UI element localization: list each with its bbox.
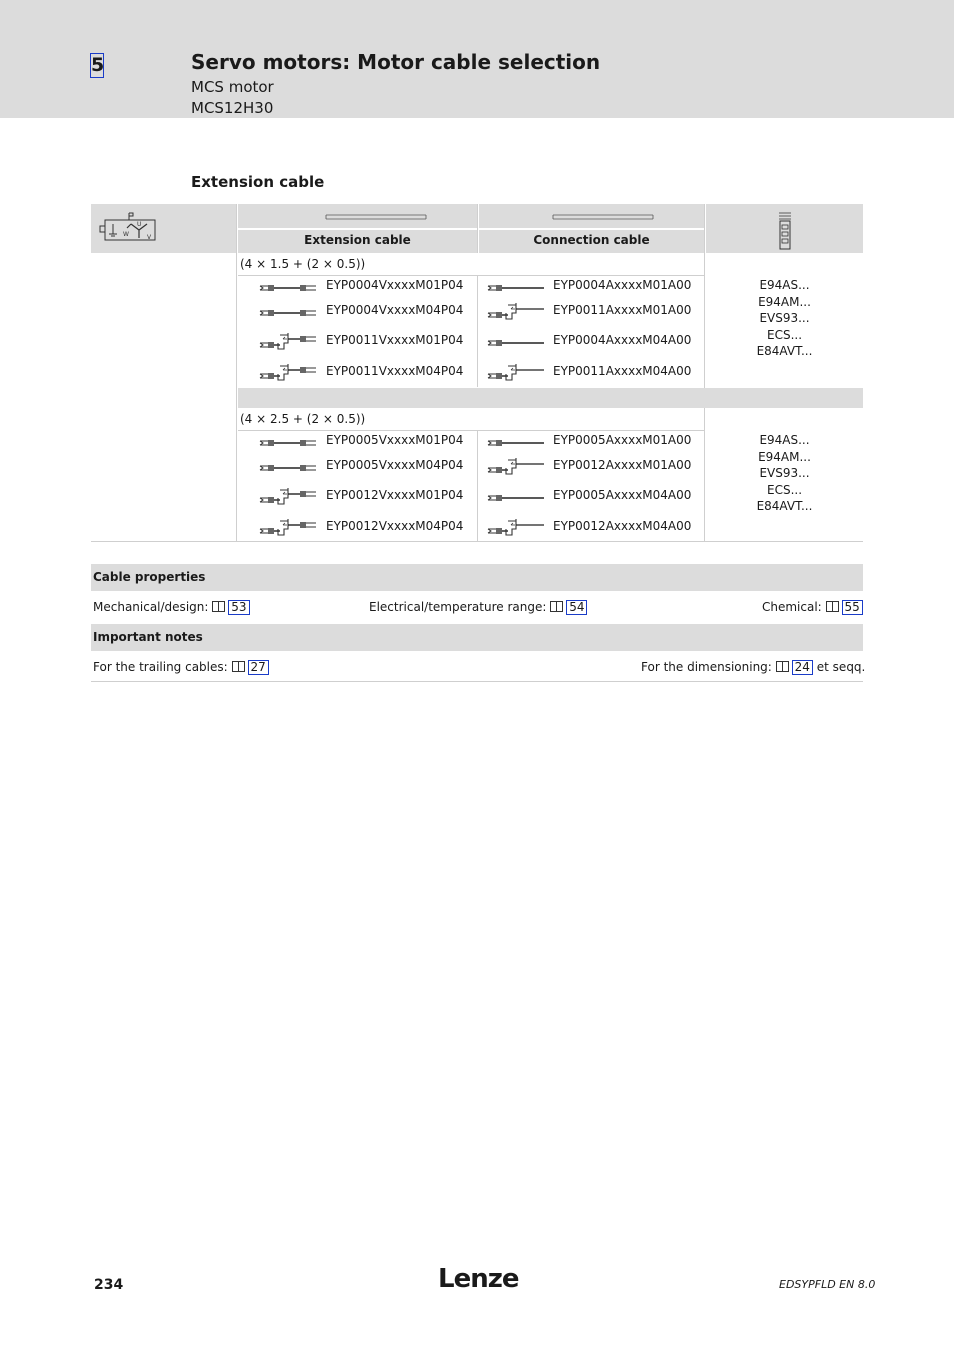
angled-connector-cable-icon — [260, 486, 316, 506]
dimensioning-label: For the dimensioning: — [641, 660, 772, 674]
connection-cable-code: EYP0011AxxxxM04A00 — [553, 364, 692, 378]
extension-cable-code: EYP0011VxxxxM01P04 — [326, 333, 464, 347]
chemical-label: Chemical: — [762, 600, 822, 614]
extension-cable-code: EYP0004VxxxxM01P04 — [326, 278, 464, 292]
mechanical-design-label: Mechanical/design: — [93, 600, 209, 614]
angled-connector-cable-icon — [260, 362, 316, 382]
trailing-cables-page-link[interactable]: 27 — [248, 660, 269, 675]
drive-name: ECS... — [766, 327, 803, 342]
compatible-drives-list — [706, 432, 863, 515]
straight-cable-icon — [260, 283, 316, 293]
book-icon — [776, 661, 789, 672]
straight-cable-icon — [260, 308, 316, 318]
book-icon — [550, 601, 563, 612]
extension-cable-column-header: Extension cable — [238, 230, 477, 253]
trailing-cables-item — [93, 660, 269, 675]
book-icon — [232, 661, 245, 672]
table-divider — [236, 204, 237, 542]
table-divider — [477, 431, 478, 542]
connection-cable-code: EYP0005AxxxxM04A00 — [553, 488, 692, 502]
cable-properties-band — [91, 564, 863, 591]
drive-name: E94AS... — [759, 278, 810, 292]
angled-connector-cable-icon — [488, 456, 544, 476]
cable-icon — [553, 214, 653, 220]
svg-text:U: U — [137, 221, 142, 228]
straight-cable-icon — [488, 493, 544, 503]
section-heading: Extension cable — [191, 173, 325, 191]
drive-header-cell — [706, 204, 863, 253]
angled-connector-cable-icon — [488, 362, 544, 382]
group-separator — [238, 388, 863, 408]
angled-connector-cable-icon — [260, 517, 316, 537]
table-divider — [704, 204, 705, 542]
cable-icon — [326, 214, 426, 220]
table-bottom-rule — [91, 541, 863, 542]
chemical-item — [762, 600, 863, 615]
straight-cable-icon — [488, 338, 544, 348]
table-divider — [477, 204, 478, 253]
page-number: 234 — [94, 1277, 124, 1293]
connection-cable-code: EYP0012AxxxxM04A00 — [553, 519, 692, 533]
chemical-page-link[interactable]: 55 — [842, 600, 863, 615]
notes-bottom-rule — [91, 681, 863, 682]
cable-spec: (4 × 2.5 + (2 × 0.5)) — [240, 412, 366, 426]
connection-cable-code: EYP0004AxxxxM04A00 — [553, 333, 692, 347]
straight-cable-icon — [488, 283, 544, 293]
electrical-temperature-item — [369, 600, 587, 615]
mechanical-design-item — [93, 600, 250, 615]
page-subtitle-motor: MCS motor — [191, 78, 274, 96]
compatible-drives-list — [706, 277, 863, 360]
page-subtitle-model: MCS12H30 — [191, 99, 274, 117]
lenze-logo: Lenze — [438, 1264, 519, 1294]
table-divider — [477, 276, 478, 387]
extension-cable-code: EYP0012VxxxxM01P04 — [326, 488, 464, 502]
electrical-temperature-label: Electrical/temperature range: — [369, 600, 547, 614]
drive-icon — [778, 212, 792, 250]
svg-text:W: W — [123, 231, 129, 238]
document-id: EDSYPFLD EN 8.0 — [779, 1278, 876, 1291]
drive-name: EVS93... — [759, 466, 810, 480]
drive-name: E94AM... — [758, 294, 811, 309]
table-divider — [238, 430, 704, 431]
trailing-cables-label: For the trailing cables: — [93, 660, 228, 674]
connection-cable-icon-cell — [479, 204, 704, 228]
extension-cable-code: EYP0005VxxxxM01P04 — [326, 433, 464, 447]
extension-cable-code: EYP0012VxxxxM04P04 — [326, 519, 464, 533]
extension-cable-code: EYP0005VxxxxM04P04 — [326, 458, 464, 472]
motor-icon — [99, 212, 159, 244]
extension-cable-code: EYP0011VxxxxM04P04 — [326, 364, 464, 378]
electrical-temperature-page-link[interactable]: 54 — [566, 600, 587, 615]
drive-name: E94AS... — [759, 433, 810, 447]
important-notes-band — [91, 624, 863, 651]
connection-cable-code: EYP0005AxxxxM01A00 — [553, 433, 692, 447]
connection-cable-column-header: Connection cable — [479, 230, 704, 253]
cable-properties-heading: Cable properties — [93, 570, 206, 584]
book-icon — [212, 601, 225, 612]
straight-cable-icon — [260, 463, 316, 473]
drive-name: EVS93... — [759, 311, 810, 325]
angled-connector-cable-icon — [488, 517, 544, 537]
angled-connector-cable-icon — [488, 301, 544, 321]
drive-name: E94AM... — [758, 449, 811, 464]
dimensioning-item — [641, 660, 865, 675]
dimensioning-page-link[interactable]: 24 — [792, 660, 813, 675]
drive-name: E84AVT... — [756, 499, 813, 513]
straight-cable-icon — [260, 438, 316, 448]
straight-cable-icon — [488, 438, 544, 448]
drive-name: ECS... — [766, 482, 803, 497]
important-notes-heading: Important notes — [93, 630, 203, 644]
connection-cable-code: EYP0004AxxxxM01A00 — [553, 278, 692, 292]
connection-cable-code: EYP0011AxxxxM01A00 — [553, 303, 692, 317]
connection-cable-code: EYP0012AxxxxM01A00 — [553, 458, 692, 472]
drive-name: E84AVT... — [756, 344, 813, 358]
chapter-number-link[interactable]: 5 — [91, 54, 105, 76]
motor-header-cell — [91, 204, 236, 253]
table-divider — [238, 275, 704, 276]
angled-connector-cable-icon — [260, 331, 316, 351]
extension-cable-icon-cell — [238, 204, 477, 228]
dimensioning-suffix: et seqq. — [816, 660, 866, 674]
book-icon — [826, 601, 839, 612]
svg-text:V: V — [147, 234, 152, 241]
extension-cable-code: EYP0004VxxxxM04P04 — [326, 303, 464, 317]
page-title: Servo motors: Motor cable selection — [191, 50, 601, 74]
cable-spec: (4 × 1.5 + (2 × 0.5)) — [240, 257, 366, 271]
mechanical-design-page-link[interactable]: 53 — [228, 600, 249, 615]
